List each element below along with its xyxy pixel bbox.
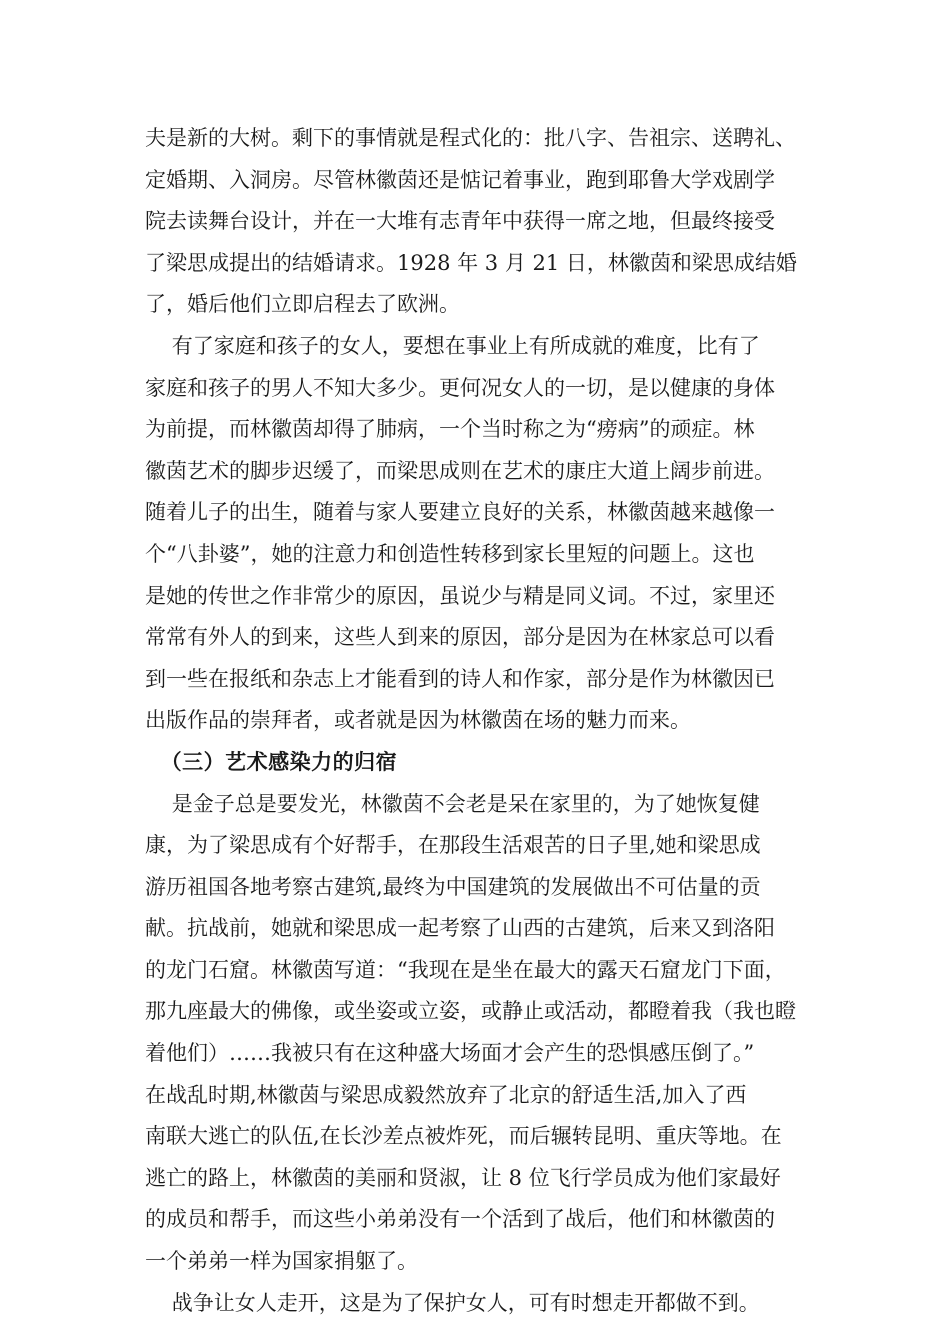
text-line: 个“八卦婆”，她的注意力和创造性转移到家长里短的问题上。这也 xyxy=(145,541,755,566)
text-line: 战争让女人走开，这是为了保护女人，可有时想走开都做不到。 xyxy=(145,1290,760,1315)
text-line: 的龙门石窟。林徽茵写道：“我现在是坐在最大的露天石窟龙门下面， xyxy=(145,957,786,982)
text-line: 夫是新的大树。剩下的事情就是程式化的：批八字、告祖宗、送聘礼、 xyxy=(145,126,796,150)
text-line: 是金子总是要发光，林徽茵不会老是呆在家里的，为了她恢复健 xyxy=(145,791,760,816)
text-line: 随着儿子的出生，随着与家人要建立良好的关系，林徽茵越来越像一 xyxy=(145,500,775,525)
text-line: 那九座最大的佛像，或坐姿或立姿，或静止或活动，都瞪着我（我也瞪 xyxy=(145,999,796,1024)
text-line: 有了家庭和孩子的女人，要想在事业上有所成就的难度，比有了 xyxy=(145,333,760,358)
text-line: 到一些在报纸和杂志上才能看到的诗人和作家，部分是作为林徽因已 xyxy=(145,666,775,691)
text-line: 游历祖国各地考察古建筑,最终为中国建筑的发展做出不可估量的贡 xyxy=(145,874,761,899)
text-line: 康，为了梁思成有个好帮手，在那段生活艰苦的日子里,她和梁思成 xyxy=(145,833,761,858)
text-line: 着他们）……我被只有在这种盛大场面才会产生的恐惧感压倒了。” xyxy=(145,1041,755,1066)
text-line: 定婚期、入洞房。尽管林徽茵还是惦记着事业，跑到耶鲁大学戏剧学 xyxy=(145,167,775,192)
text-line: 南联大逃亡的队伍,在长沙差点被炸死，而后辗转昆明、重庆等地。在 xyxy=(145,1124,782,1149)
text-line: 献。抗战前，她就和梁思成一起考察了山西的古建筑，后来又到洛阳 xyxy=(145,916,775,941)
text-line: 出版作品的崇拜者，或者就是因为林徽茵在场的魅力而来。 xyxy=(145,708,691,733)
text-line: 了梁思成提出的结婚请求。1928 年 3 月 21 日，林徽茵和梁思成结婚 xyxy=(145,250,797,275)
text-line: 常常有外人的到来，这些人到来的原因，部分是因为在林家总可以看 xyxy=(145,625,775,650)
text-line: 家庭和孩子的男人不知大多少。更何况女人的一切，是以健康的身体 xyxy=(145,375,775,400)
text-line: 为前提，而林徽茵却得了肺病，一个当时称之为“痨病”的顽症。林 xyxy=(145,417,755,442)
text-line: 在战乱时期,林徽茵与梁思成毅然放弃了北京的舒适生活,加入了西 xyxy=(145,1082,747,1107)
text-line: 徽茵艺术的脚步迟缓了，而梁思成则在艺术的康庄大道上阔步前进。 xyxy=(145,458,775,483)
text-line: 是她的传世之作非常少的原因，虽说少与精是同义词。不过，家里还 xyxy=(145,583,775,608)
text-line: 的成员和帮手，而这些小弟弟没有一个活到了战后，他们和林徽茵的 xyxy=(145,1207,775,1232)
text-line: 了，婚后他们立即启程去了欧洲。 xyxy=(145,292,460,317)
section-heading: （三）艺术感染力的归宿 xyxy=(145,749,398,774)
text-line: 逃亡的路上，林徽茵的美丽和贤淑，让 8 位飞行学员成为他们家最好 xyxy=(145,1165,781,1190)
text-line: 一个弟弟一样为国家捐躯了。 xyxy=(145,1249,418,1274)
text-line: 院去读舞台设计，并在一大堆有志青年中获得一席之地，但最终接受 xyxy=(145,209,775,234)
body-text xyxy=(145,118,825,1324)
